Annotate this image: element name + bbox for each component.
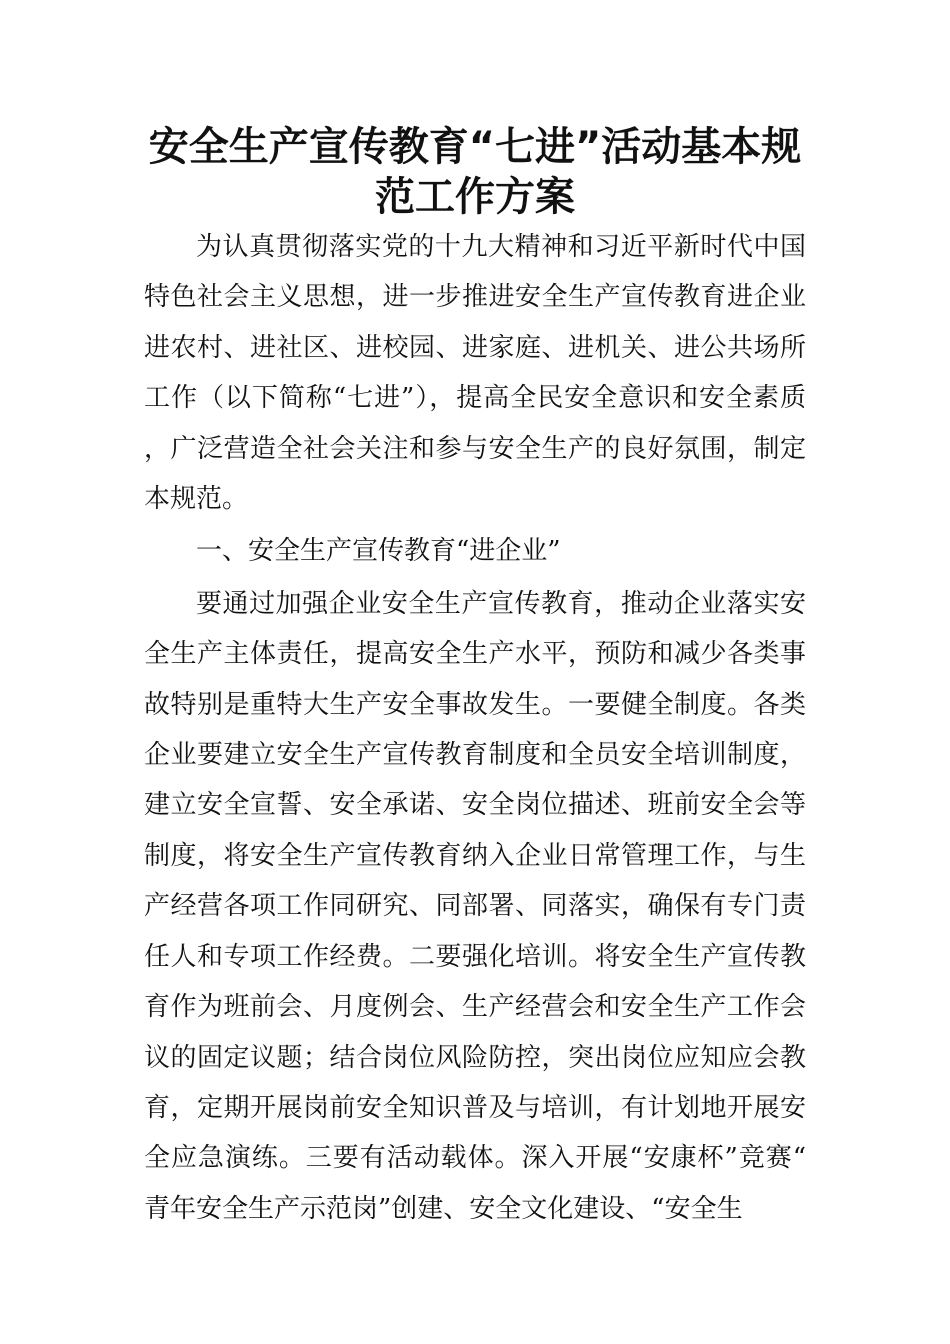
section-body-enterprise: 要通过加强企业安全生产宣传教育，推动企业落实安全生产主体责任，提高安全生产水平，预防和减少各类事故特别是重特大生产安全事故发生。一要健全制度。各类企业要建立安全生产宣传教育制度和全员安全培训制度，建立安全宣誓、安全承诺、安全岗位描述、班前安全会等制度，将安全生产宣传教育纳入企业日常管理工作，与生产经营各项工作同研究、同部署、同落实，确保有专门责任人和专项工作经费。二要强化培训。将安全生产宣传教育作为班前会、月度例会、生产经营会和安全生产工作会议的固定议题；结合岗位风险防控，突出岗位应知应会教育，定期开展岗前安全知识普及与培训，有计划地开展安全应急演练。三要有活动载体。深入开展“安康杯”竞赛“青年安全生产示范岗”创建、安全文化建设、“安全生	[144, 588, 806, 1224]
title-line-2: 范工作方案	[375, 174, 575, 220]
document-page	[144, 122, 806, 1234]
section-heading-enterprise: 一、安全生产宣传教育“进企业”	[196, 536, 561, 567]
document-title	[144, 122, 806, 222]
intro-paragraph: 为认真贯彻落实党的十九大精神和习近平新时代中国特色社会主义思想，进一步推进安全生产宣传教育进企业进农村、进社区、进校园、进家庭、进机关、进公共场所工作（以下简称“七进”），提高全民安全意识和安全素质，广泛营造全社会关注和参与安全生产的良好氛围，制定本规范。	[144, 232, 806, 515]
title-line-1: 安全生产宣传教育“七进”活动基本规	[148, 124, 802, 170]
